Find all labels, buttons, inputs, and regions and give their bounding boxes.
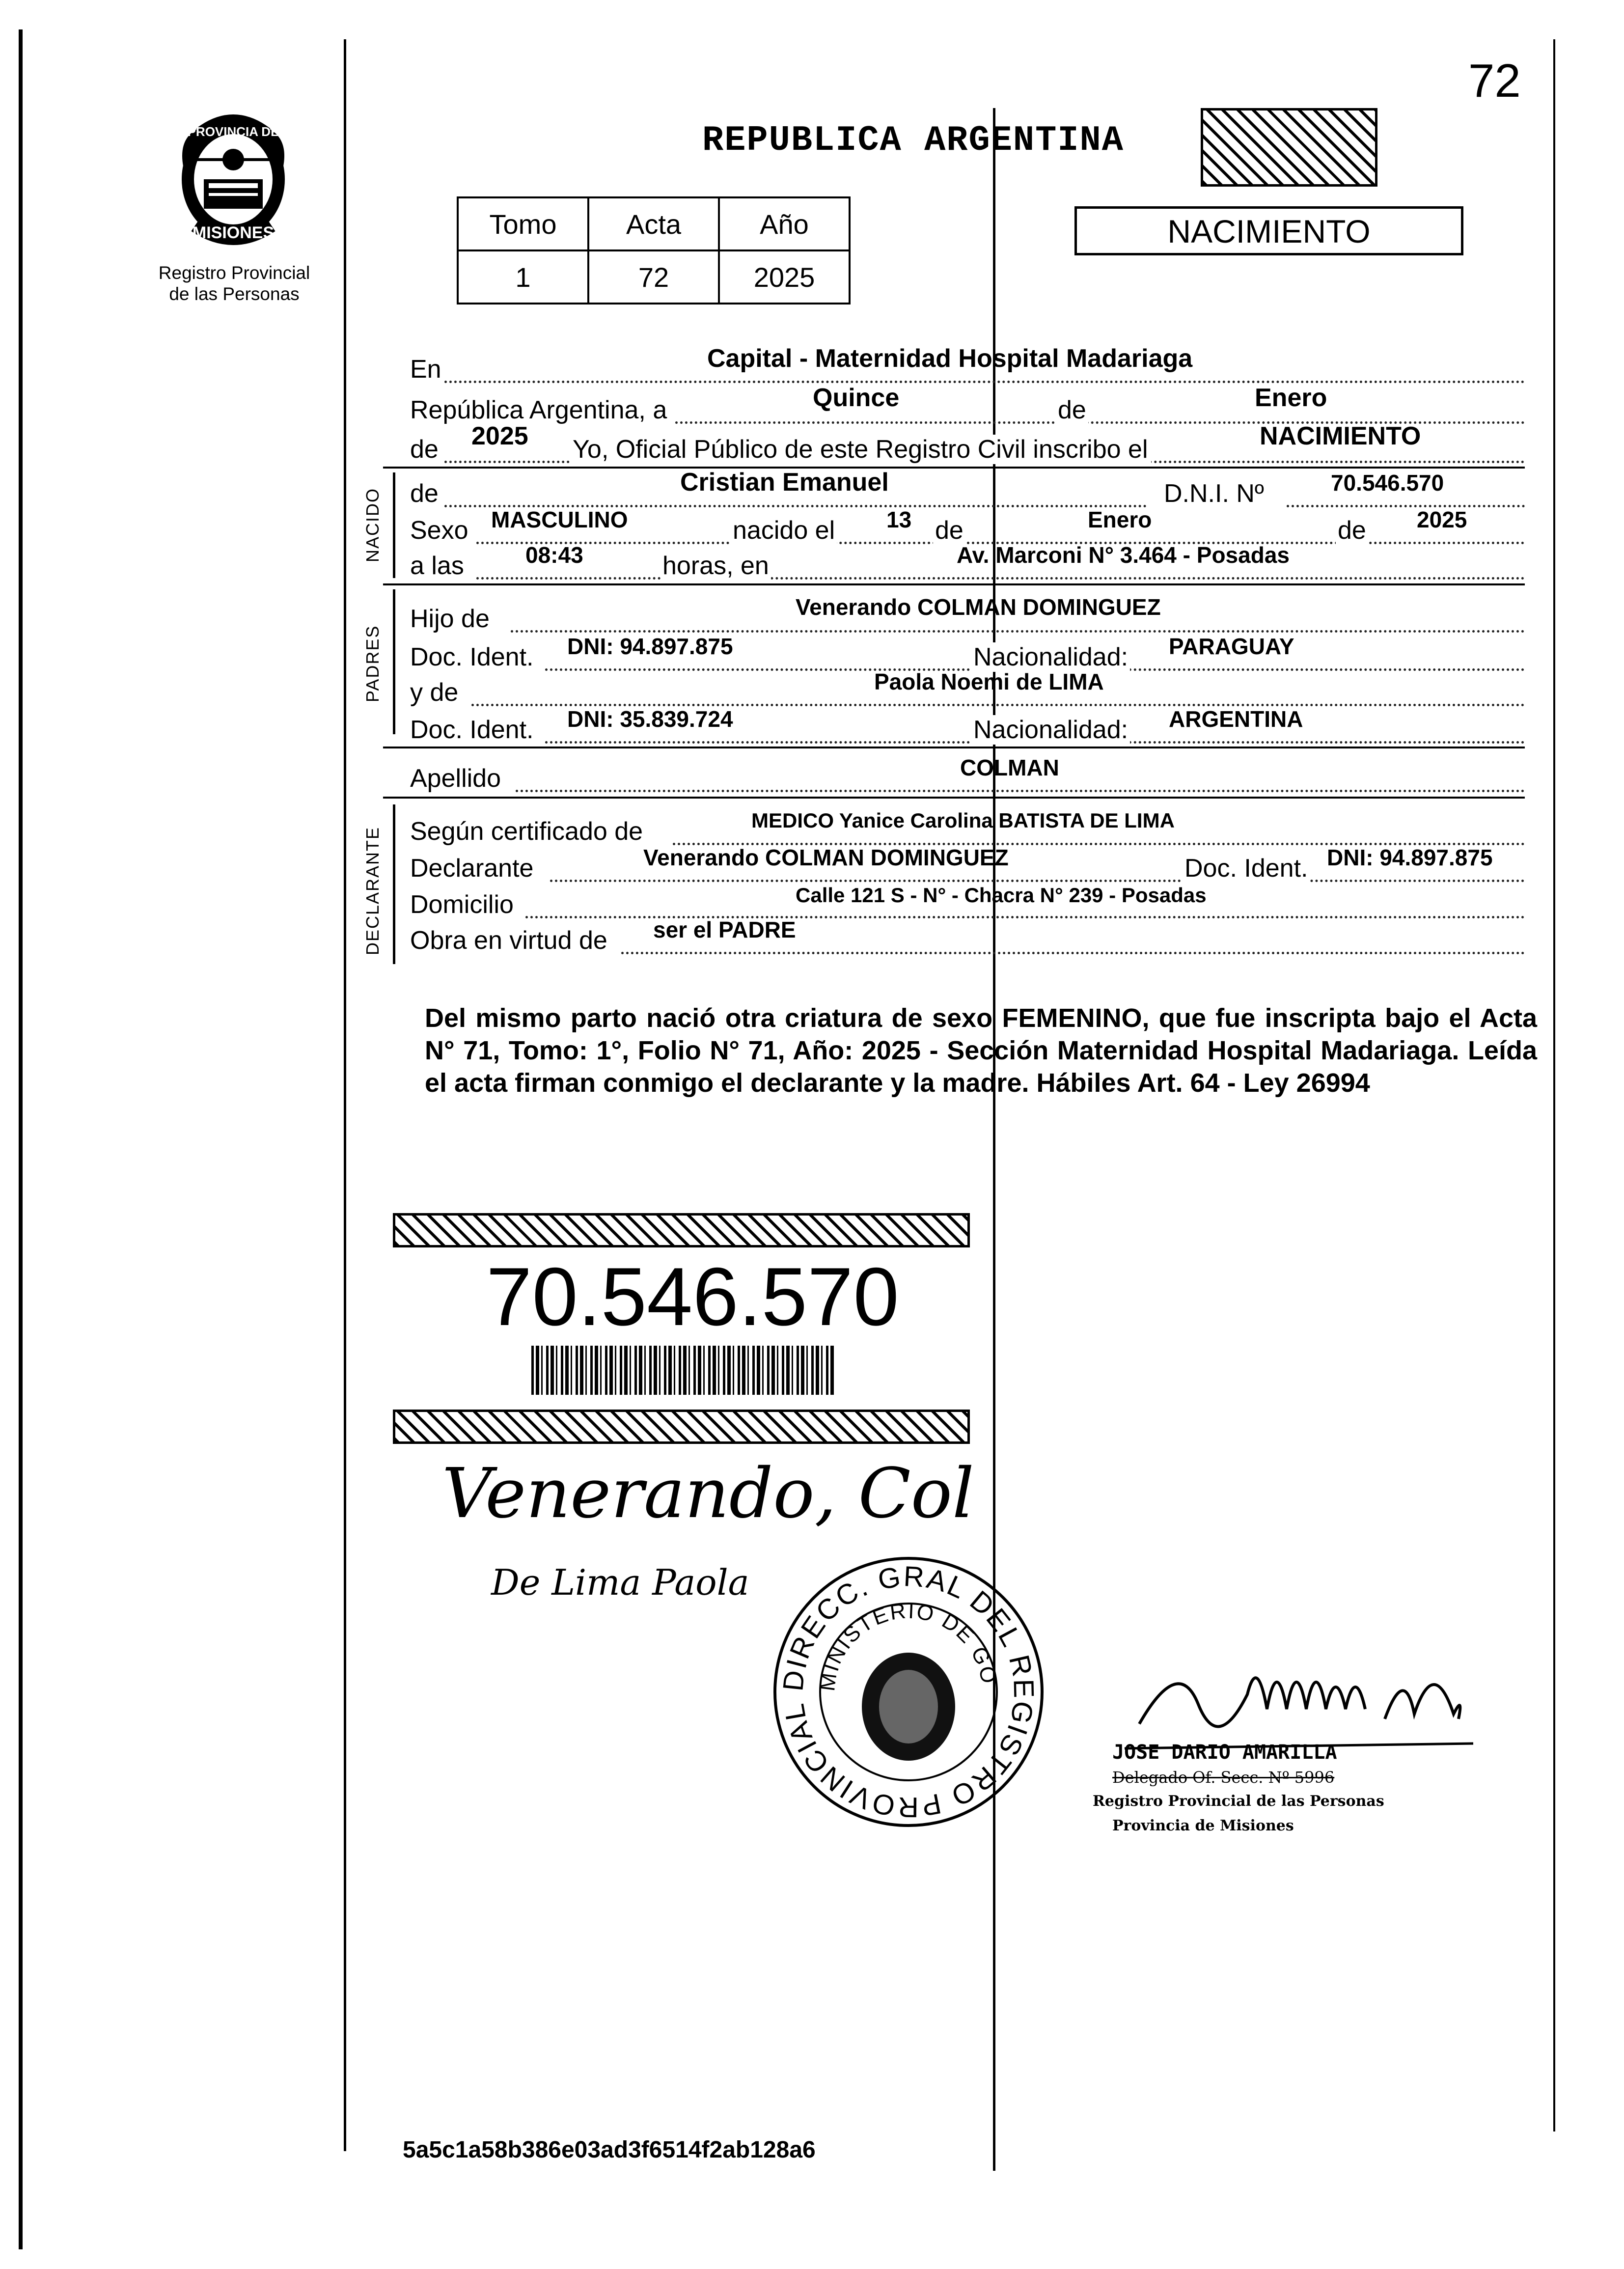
declarante-label: Declarante [410, 854, 534, 883]
dni-label: D.N.I. Nº [1164, 479, 1264, 508]
birth-month-value: Enero [1088, 507, 1152, 532]
meta-header-acta: Acta [588, 197, 719, 250]
sidebar-rule [393, 589, 395, 734]
security-emblem [1201, 108, 1377, 187]
dotted-line [621, 952, 1525, 954]
stamp-ring-text: DIRECC. GRAL DEL REGISTRO PROVINCIAL [777, 1560, 1040, 1824]
domicilio-label: Domicilio [410, 890, 514, 919]
dotted-line [444, 381, 1525, 383]
act-name-value: NACIMIENTO [1260, 422, 1421, 450]
officer-title: Delegado Of. Secc. Nº 5996 [1112, 1768, 1335, 1787]
month-value: Enero [1255, 384, 1327, 412]
dotted-line [476, 577, 1525, 580]
en-label: En [410, 355, 441, 384]
nacido-de-label: de [410, 479, 439, 508]
officer-name: JOSE DARIO AMARILLA [1112, 1741, 1337, 1764]
separator [383, 583, 1525, 585]
sexo-label: Sexo [410, 516, 468, 545]
meta-value-ano: 2025 [719, 250, 850, 304]
issuer-line1: Registro Provincial [158, 263, 310, 283]
child-dni-value: 70.546.570 [1331, 470, 1444, 496]
day-value: Quince [813, 384, 900, 412]
mother-name-value: Paola Noemi de LIMA [874, 669, 1104, 694]
meta-header-tomo: Tomo [458, 197, 588, 250]
sidebar-rule [393, 472, 395, 578]
hijo-de-label: Hijo de [410, 605, 490, 633]
page-left-border [344, 39, 346, 2151]
act-type-box [1074, 206, 1463, 255]
nacido-de2-label: de [933, 516, 965, 545]
page-right-border [1553, 39, 1555, 2131]
yo-text: Yo, Oficial Público de este Registro Civil inscribo el [570, 435, 1151, 464]
barcode [531, 1346, 835, 1395]
declarante-section-label: DECLARANTE [362, 826, 383, 955]
separator [383, 747, 1525, 748]
domicilio-value: Calle 121 S - N° - Chacra N° 239 - Posadas [796, 884, 1207, 907]
meta-header-ano: Año [719, 197, 850, 250]
mother-doc-label: Doc. Ident. [410, 716, 534, 744]
issuer-line2: de las Personas [169, 284, 300, 304]
nacido-el-label: nacido el [731, 516, 837, 545]
nacido-section-label: NACIDO [362, 487, 383, 562]
seal-bottom-text: MISIONES [192, 223, 275, 242]
officer-province: Provincia de Misiones [1112, 1817, 1294, 1834]
security-band-top [393, 1213, 970, 1247]
declarante-doc-label: Doc. Ident. [1183, 854, 1310, 883]
officer-org: Registro Provincial de las Personas [1093, 1793, 1384, 1810]
de2-label: de [410, 435, 439, 464]
birth-day-value: 13 [886, 507, 912, 532]
left-binding-edge [19, 29, 23, 2249]
padres-section-label: PADRES [362, 625, 383, 702]
security-band-bottom [393, 1410, 970, 1444]
id-number: 70.546.570 [486, 1250, 899, 1343]
birth-year-value: 2025 [1417, 507, 1467, 532]
birth-place-value: Av. Marconi N° 3.464 - Posadas [957, 542, 1290, 568]
sexo-value: MASCULINO [491, 507, 628, 532]
declarante-name-value: Venerando COLMAN DOMINGUEZ [643, 845, 1009, 870]
y-de-label: y de [410, 678, 459, 707]
separator [383, 467, 1525, 469]
nacido-de3-label: de [1336, 516, 1368, 545]
registry-meta-table [457, 196, 851, 304]
de-label: de [1056, 395, 1088, 425]
sidebar-rule [393, 804, 395, 964]
apellido-value: COLMAN [960, 755, 1059, 780]
official-stamp [771, 1554, 1046, 1829]
document-hash: 5a5c1a58b386e03ad3f6514f2ab128a6 [403, 2137, 816, 2163]
father-nat-label: Nacionalidad: [971, 642, 1130, 672]
apellido-label: Apellido [410, 764, 501, 793]
place-value: Capital - Maternidad Hospital Madariaga [707, 344, 1193, 373]
province-seal [157, 106, 309, 258]
obra-label: Obra en virtud de [410, 926, 607, 955]
country-title: REPUBLICA ARGENTINA [702, 120, 1124, 161]
seal-top-text: PROVINCIA DE [187, 124, 279, 139]
father-nat-value: PARAGUAY [1169, 634, 1294, 659]
mother-nat-label: Nacionalidad: [971, 715, 1130, 745]
meta-value-acta: 72 [588, 250, 719, 304]
dotted-line [516, 790, 1525, 792]
father-doc-value: DNI: 94.897.875 [567, 634, 733, 659]
dotted-line [1287, 505, 1525, 507]
year-value: 2025 [471, 422, 528, 450]
declarant-signature: Venerando, Col [442, 1454, 974, 1534]
child-name-value: Cristian Emanuel [680, 468, 889, 497]
cert-label: Según certificado de [410, 817, 643, 846]
time-value: 08:43 [525, 542, 583, 568]
a-las-label: a las [410, 552, 464, 580]
republica-label: República Argentina, a [410, 396, 667, 424]
notes-paragraph: Del mismo parto nació otra criatura de sexo FEMENINO, que fue inscripta bajo el Acta N° 71, Tomo: 1°, Folio N° 71, Año: 2025 - Sección Maternidad Hospital Madariaga. Leída el acta firman conmigo el declarante y la madre. Hábiles Art. 64 - Ley 26994 [425, 1003, 1537, 1098]
page-number: 72 [1468, 55, 1521, 107]
father-name-value: Venerando COLMAN DOMINGUEZ [796, 594, 1161, 620]
declarante-doc-value: DNI: 94.897.875 [1327, 845, 1493, 870]
stamp-inner-text: MINISTERIO DE GO [815, 1599, 1001, 1693]
mother-doc-value: DNI: 35.839.724 [567, 706, 733, 732]
cert-value: MEDICO Yanice Carolina BATISTA DE LIMA [751, 809, 1175, 832]
fold-line [993, 108, 995, 2171]
mother-nat-value: ARGENTINA [1169, 706, 1303, 732]
father-doc-label: Doc. Ident. [410, 643, 534, 671]
obra-value: ser el PADRE [653, 917, 796, 942]
meta-value-tomo: 1 [458, 250, 588, 304]
act-type: NACIMIENTO [1167, 213, 1371, 249]
mother-signature: De Lima Paola [491, 1562, 749, 1603]
separator [383, 797, 1525, 799]
horas-label: horas, en [661, 551, 771, 581]
